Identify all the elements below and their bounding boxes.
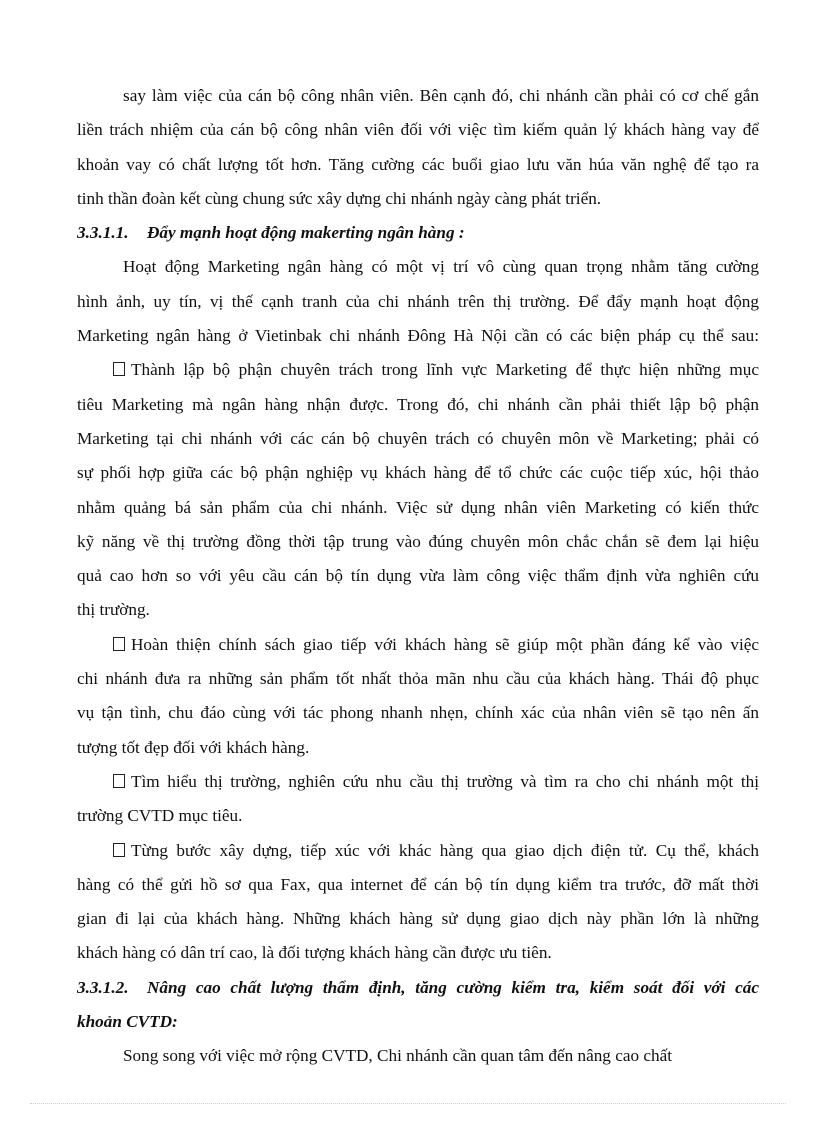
bullet-text: Tìm hiểu thị trường, nghiên cứu nhu cầu thị trường và tìm ra cho chi nhánh một thị [131, 771, 759, 791]
bullet-text: Thành lập bộ phận chuyên trách trong lĩnh vực Marketing để thực hiện những mục [131, 360, 759, 380]
paragraph-line: tinh thần đoàn kết cùng chung sức xây dựng chi nhánh ngày càng phát triển. [77, 188, 602, 208]
paragraph-line: trường CVTD mục tiêu. [77, 806, 243, 826]
paragraph-line: kỹ năng về thị trường đồng thời tập trung vào đúng chuyên môn chắc chắn sẽ đem lại hiệu [77, 531, 759, 551]
paragraph-line: hình ảnh, uy tín, vị thế cạnh tranh của chi nhánh trên thị trường. Để đẩy mạnh hoạt động [77, 291, 759, 311]
paragraph-line: khoản vay có chất lượng tốt hơn. Tăng cường các buổi giao lưu văn húa văn nghệ để tạo ra [77, 154, 759, 174]
paragraph-line: thị trường. [77, 600, 150, 620]
paragraph-line: say làm việc của cán bộ công nhân viên. Bên cạnh đó, chi nhánh cần phải có cơ chế gắn [123, 86, 759, 105]
paragraph-line: tiêu Marketing mà ngân hàng nhận được. Trong đó, chi nhánh cần phải thiết lập bộ phận [77, 394, 759, 414]
bullet-item [77, 765, 759, 799]
section-heading-3-3-1-2 [77, 971, 759, 1005]
section-title: Đẩy mạnh hoạt động makerting ngân hàng : [147, 223, 465, 243]
section-heading-3-3-1-1 [77, 216, 759, 250]
paragraph-line: Marketing tại chi nhánh với các cán bộ chuyên trách có chuyên môn về Marketing; phải có [77, 428, 759, 448]
paragraph-line: quả cao hơn so với yêu cầu cán bộ tín dụng vừa làm công việc thẩm định vừa nghiên cứu [77, 566, 759, 586]
bullet-box-icon [113, 362, 125, 376]
bullet-box-icon [113, 774, 125, 788]
paragraph-line: khách hàng có dân trí cao, là đối tượng khách hàng cần được ưu tiên. [77, 943, 552, 963]
paragraph-line: chi nhánh đưa ra những sản phẩm tốt nhất thỏa mãn nhu cầu của khách hàng. Thái độ phục [77, 669, 759, 689]
paragraph-line: Hoạt động Marketing ngân hàng có một vị trí vô cùng quan trọng nhằm tăng cường [123, 257, 759, 277]
bullet-text: Từng bước xây dựng, tiếp xúc với khác hàng qua giao dịch điện tử. Cụ thể, khách [131, 840, 759, 860]
paragraph-line: sự phối hợp giữa các bộ phận nghiệp vụ khách hàng để tổ chức các cuộc tiếp xúc, hội thảo [77, 463, 759, 483]
section-heading-continuation: khoản CVTD: [77, 1012, 178, 1032]
section-number: 3.3.1.1. [77, 223, 129, 243]
paragraph-line: liền trách nhiệm của cán bộ công nhân viên đối với việc tìm kiếm quản lý khách hàng vay để [77, 120, 759, 140]
paragraph-line: nhằm quảng bá sản phẩm của chi nhánh. Việc sử dụng nhân viên Marketing có kiến thức [77, 497, 759, 517]
section-number: 3.3.1.2. [77, 977, 129, 997]
bullet-item [77, 353, 759, 387]
bullet-item [77, 628, 759, 662]
paragraph-line: tượng tốt đẹp đối với khách hàng. [77, 737, 310, 757]
section-title: Nâng cao chất lượng thẩm định, tăng cường kiểm tra, kiểm soát đối với các [147, 977, 759, 997]
bullet-item [77, 834, 759, 868]
page-bottom-rule [30, 1103, 786, 1104]
paragraph-line: gian đi lại của khách hàng. Những khách hàng sử dụng giao dịch này phần lớn là những [77, 909, 759, 929]
paragraph-line: Marketing ngân hàng ở Vietinbak chi nhánh Đông Hà Nội cần có các biện pháp cụ thể sau: [77, 326, 759, 346]
document-page [77, 79, 759, 1074]
paragraph-line: Song song với việc mở rộng CVTD, Chi nhánh cần quan tâm đến nâng cao chất [123, 1046, 672, 1066]
bullet-box-icon [113, 637, 125, 651]
bullet-text: Hoàn thiện chính sách giao tiếp với khách hàng sẽ giúp một phần đáng kể vào việc [131, 634, 759, 654]
bullet-box-icon [113, 843, 125, 857]
paragraph-line: hàng có thể gửi hồ sơ qua Fax, qua internet để cán bộ tín dụng kiểm tra trước, đỡ mất thời [77, 874, 759, 894]
paragraph-line: vụ tận tình, chu đáo cùng với tác phong nhanh nhẹn, chính xác của nhân viên sẽ tạo nên ấn [77, 703, 759, 723]
